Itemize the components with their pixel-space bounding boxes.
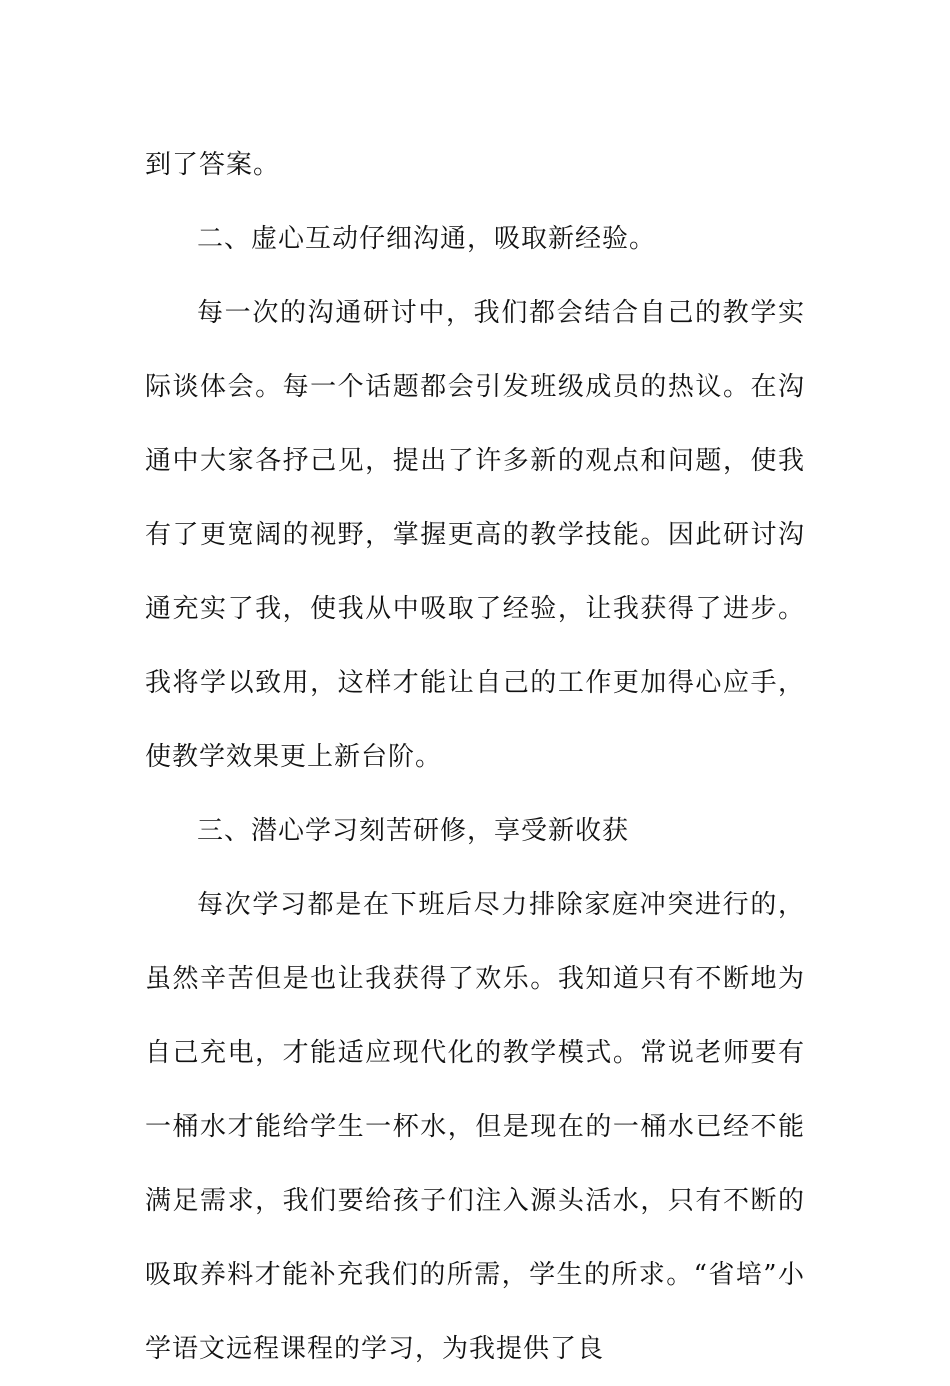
document-body xyxy=(145,128,805,1386)
paragraph-communication: 每一次的沟通研讨中，我们都会结合自己的教学实际谈体会。每一个话题都会引发班级成员的热议。在沟通中大家各抒己见，提出了许多新的观点和问题，使我有了更宽阔的视野，掌握更高的教学技能。因此研讨沟通充实了我，使我从中吸取了经验，让我获得了进步。我将学以致用，这样才能让自己的工作更加得心应手，使教学效果更上新台阶。 xyxy=(145,298,805,772)
section-heading-3: 三、潜心学习刻苦研修，享受新收获 xyxy=(197,816,630,846)
paragraph-continuation: 到了答案。 xyxy=(145,150,281,180)
section-heading-2: 二、虚心互动仔细沟通，吸取新经验。 xyxy=(197,224,657,254)
paragraph-study: 每次学习都是在下班后尽力排除家庭冲突进行的，虽然辛苦但是也让我获得了欢乐。我知道只有不断地为自己充电，才能适应现代化的教学模式。常说老师要有一桶水才能给学生一杯水，但是现在的一桶水已经不能满足需求，我们要给孩子们注入源头活水，只有不断的吸取养料才能补充我们的所需，学生的所求。“省培”小学语文远程课程的学习，为我提供了良 xyxy=(145,890,805,1364)
